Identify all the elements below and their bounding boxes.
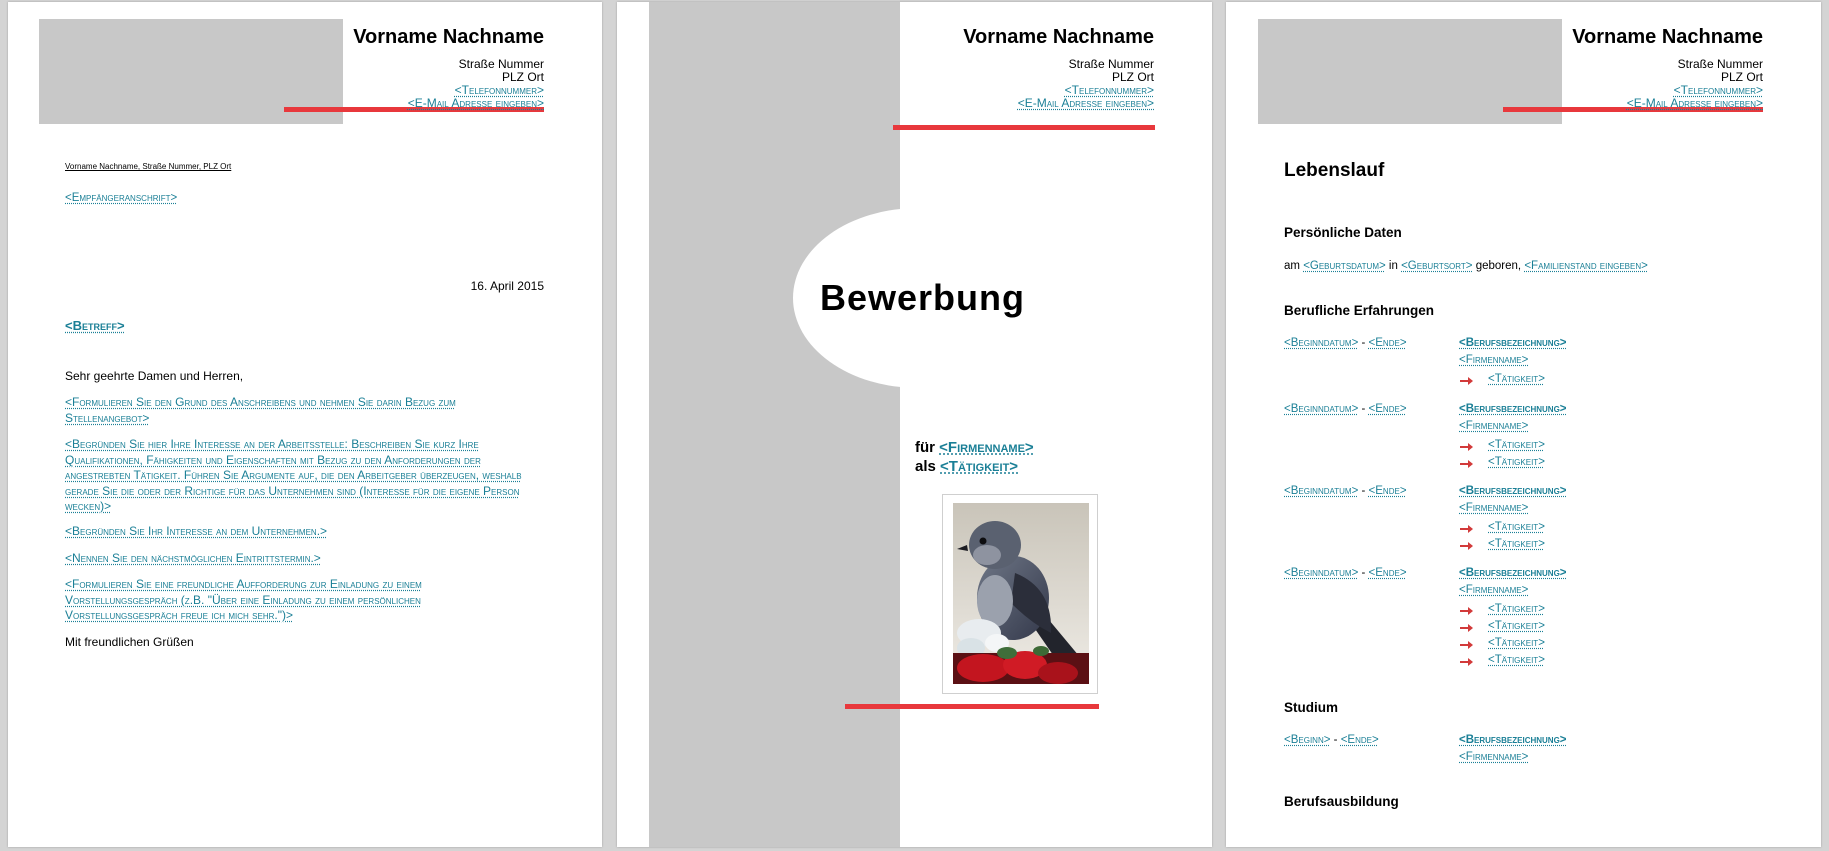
cover-header-street: Straße Nummer (1068, 57, 1154, 71)
cv-exp-1-title[interactable]: <Berufsbezeichnung> (1459, 337, 1567, 349)
bullet-arrow-icon (1460, 627, 1470, 629)
cv-exp-3-start[interactable]: <Beginndatum> (1284, 485, 1359, 497)
cv-header-name: Vorname Nachname (1572, 26, 1763, 48)
cover-header-red-line (893, 125, 1155, 130)
bullet-arrow-icon (1460, 661, 1470, 663)
letter-paragraph-5[interactable]: <Formulieren Sie eine freundliche Aufforderung zur Einladung zu einem Vorstellungsgespräch (z.B. "Über eine Einladung zu einem persönlichen Vorstellungsgespräch freue ich mich sehr.")> (65, 577, 422, 622)
cv-exp-4-range: <Beginndatum> - <Ende> (1284, 567, 1407, 579)
cv-birthdate[interactable]: <Geburtsdatum> (1303, 260, 1386, 272)
cv-header-street: Straße Nummer (1677, 57, 1763, 71)
cv-exp-1-range: <Beginndatum> - <Ende> (1284, 337, 1407, 349)
cv-exp-4-task-3[interactable]: <Tätigkeit> (1488, 637, 1545, 649)
cv-personal-line (1284, 260, 1648, 272)
cover-page (617, 2, 1212, 847)
cv-exp-4-company[interactable]: <Firmenname> (1459, 584, 1529, 596)
cv-experience-heading: Berufliche Erfahrungen (1284, 303, 1435, 318)
cv-study-heading: Studium (1284, 700, 1338, 715)
bullet-arrow-icon (1460, 528, 1470, 530)
bullet-arrow-icon (1460, 380, 1470, 382)
cv-exp-3-task-2[interactable]: <Tätigkeit> (1488, 538, 1545, 550)
cover-header-phone[interactable]: <Telefonnummer> (1064, 83, 1154, 97)
cv-exp-4-task-2[interactable]: <Tätigkeit> (1488, 620, 1545, 632)
cv-am: am (1284, 260, 1300, 272)
header-name: Vorname Nachname (353, 26, 544, 48)
cover-gray-band (649, 2, 900, 847)
cv-marital-status[interactable]: <Familienstand eingeben> (1524, 260, 1648, 272)
cv-exp-4-start[interactable]: <Beginndatum> (1284, 567, 1359, 579)
header-street: Straße Nummer (458, 57, 544, 71)
bullet-arrow-icon (1460, 463, 1470, 465)
bullet-arrow-icon (1460, 644, 1470, 646)
cv-exp-1-company[interactable]: <Firmenname> (1459, 354, 1529, 366)
cv-exp-3-end[interactable]: <Ende> (1368, 485, 1407, 497)
cv-exp-4-task-1[interactable]: <Tätigkeit> (1488, 603, 1545, 615)
letter-paragraph-3[interactable]: <Begründen Sie Ihr Interesse an dem Unternehmen.> (65, 524, 328, 538)
cv-header-phone[interactable]: <Telefonnummer> (1673, 83, 1763, 97)
cv-exp-2-start[interactable]: <Beginndatum> (1284, 403, 1359, 415)
letter-date: 16. April 2015 (470, 279, 544, 293)
cv-exp-4-task-4[interactable]: <Tätigkeit> (1488, 654, 1545, 666)
letter-paragraph-4[interactable]: <Nennen Sie den nächstmöglichen Eintrittstermin.> (65, 551, 321, 565)
cv-exp-1-task-1[interactable]: <Tätigkeit> (1488, 373, 1545, 385)
cover-company[interactable]: <Firmenname> (939, 439, 1034, 456)
bullet-arrow-icon (1460, 545, 1470, 547)
cv-exp-4-title[interactable]: <Berufsbezeichnung> (1459, 567, 1567, 579)
letter-page (8, 2, 602, 847)
cv-header-city: PLZ Ort (1720, 70, 1763, 84)
recipient-address[interactable]: <Empfängeranschrift> (65, 192, 178, 204)
cv-exp-1-start[interactable]: <Beginndatum> (1284, 337, 1359, 349)
cv-title: Lebenslauf (1284, 160, 1385, 181)
cv-personal-heading: Persönliche Daten (1284, 225, 1402, 240)
cover-job[interactable]: <Tätigkeit> (940, 458, 1019, 475)
cover-header-name: Vorname Nachname (963, 26, 1154, 48)
sender-line: Vorname Nachname, Straße Nummer, PLZ Ort (65, 162, 232, 171)
cv-exp-2-range: <Beginndatum> - <Ende> (1284, 403, 1407, 415)
letter-paragraph-1[interactable]: <Formulieren Sie den Grund des Anschreibens und nehmen Sie darin Bezug zum Stellenangebot> (65, 395, 456, 425)
bullet-arrow-icon (1460, 610, 1470, 612)
applicant-photo (953, 503, 1089, 684)
cv-exp-4-end[interactable]: <Ende> (1368, 567, 1407, 579)
cv-training-heading: Berufsausbildung (1284, 794, 1399, 809)
cv-birthplace[interactable]: <Geburtsort> (1401, 260, 1473, 272)
cover-for-line (915, 439, 1034, 456)
cover-title: Bewerbung (820, 277, 1026, 318)
letter-salutation: Sehr geehrte Damen und Herren, (65, 369, 244, 383)
cv-study-end[interactable]: <Ende> (1340, 734, 1379, 746)
cv-study-range: <Beginn> - <Ende> (1284, 734, 1379, 746)
cover-as-line (915, 458, 1018, 475)
cv-geboren: geboren, (1475, 260, 1522, 272)
cv-exp-3-range: <Beginndatum> - <Ende> (1284, 485, 1407, 497)
cv-exp-3-title[interactable]: <Berufsbezeichnung> (1459, 485, 1567, 497)
header-city: PLZ Ort (501, 70, 544, 84)
cv-exp-2-title[interactable]: <Berufsbezeichnung> (1459, 403, 1567, 415)
cv-exp-2-task-2[interactable]: <Tätigkeit> (1488, 456, 1545, 468)
letter-paragraph-2[interactable]: <Begründen Sie hier Ihre Interesse an der Arbeitsstelle: Beschreiben Sie kurz Ihre Qualifikationen, Fähigkeiten und Eigenschaften mit Bezug zu den Anforderungen der angestrebten Tätigkeit. Führen Sie Argumente auf, die den Arbeitgeber überzeugen, weshalb gerade Sie die oder der Richtige für das Unternehmen sind (Interesse für die eigene Person wecken)> (65, 437, 522, 513)
cv-exp-2-company[interactable]: <Firmenname> (1459, 420, 1529, 432)
cover-bottom-red-line (845, 704, 1099, 709)
letter-subject[interactable]: <Betreff> (65, 318, 125, 333)
cover-for-label: für (915, 439, 935, 456)
cv-study-title[interactable]: <Berufsbezeichnung> (1459, 734, 1567, 746)
cover-header-city: PLZ Ort (1111, 70, 1154, 84)
bullet-arrow-icon (1460, 446, 1470, 448)
header-email[interactable]: <E-Mail Adresse eingeben> (407, 96, 544, 110)
cv-study-start[interactable]: <Beginn> (1284, 734, 1331, 746)
cv-page (1226, 2, 1821, 847)
cv-exp-1-end[interactable]: <Ende> (1368, 337, 1407, 349)
cv-header-email[interactable]: <E-Mail Adresse eingeben> (1626, 96, 1763, 110)
cv-in: in (1388, 260, 1398, 272)
cover-header-email[interactable]: <E-Mail Adresse eingeben> (1017, 96, 1154, 110)
cv-study-company[interactable]: <Firmenname> (1459, 751, 1529, 763)
applicant-photo-frame (942, 494, 1098, 694)
cv-exp-3-company[interactable]: <Firmenname> (1459, 502, 1529, 514)
cv-exp-2-task-1[interactable]: <Tätigkeit> (1488, 439, 1545, 451)
cv-exp-2-end[interactable]: <Ende> (1368, 403, 1407, 415)
cv-exp-3-task-1[interactable]: <Tätigkeit> (1488, 521, 1545, 533)
letter-closing: Mit freundlichen Grüßen (65, 635, 194, 649)
cover-as-label: als (915, 458, 936, 475)
header-phone[interactable]: <Telefonnummer> (454, 83, 544, 97)
